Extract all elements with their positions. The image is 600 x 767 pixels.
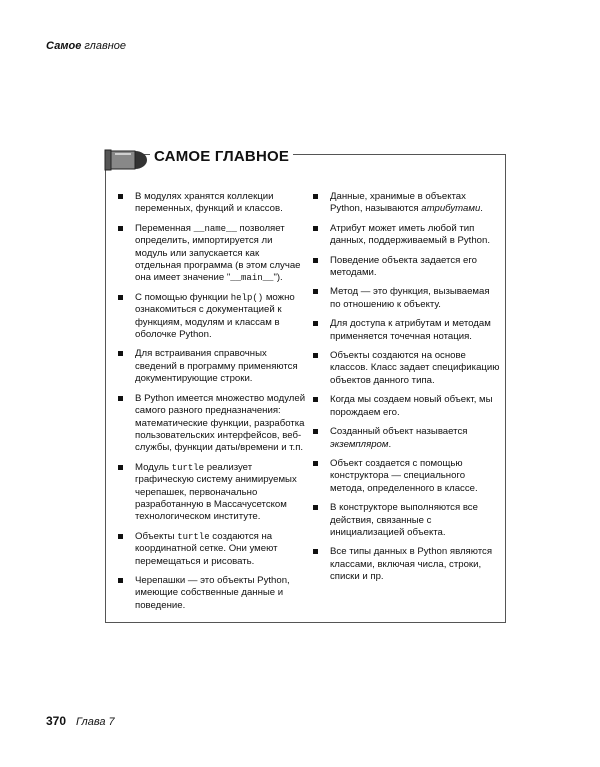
list-item-text: Атрибут может иметь любой тип данных, поддерживаемый в Python. — [330, 222, 490, 247]
list-item-text: Объект создается с помощью конструктора — специального метода, определенного в классе. — [330, 457, 478, 494]
list-item-text: Объекты — [135, 530, 178, 542]
bullet-square-icon — [313, 226, 318, 231]
list-item-text: В Python имеется множество модулей самого разного предназначения: математические функции, разработка пользовательских интерфейсов, веб-службы, функции даты/времени и т.п. — [135, 392, 306, 454]
list-item — [311, 223, 501, 248]
list-item-text: __main__ — [230, 273, 274, 284]
bullet-square-icon — [313, 461, 318, 466]
summary-box-title-area — [95, 140, 515, 176]
list-item — [116, 462, 306, 524]
bullet-square-icon — [118, 194, 123, 199]
bullet-square-icon — [118, 396, 123, 401]
bullet-square-icon — [313, 549, 318, 554]
list-item — [311, 286, 501, 311]
list-item — [311, 546, 501, 583]
page-footer — [46, 714, 115, 728]
page-number: 370 — [46, 714, 67, 728]
bullet-square-icon — [118, 351, 123, 356]
list-item — [311, 191, 501, 216]
list-item-text: Модуль — [135, 461, 172, 473]
list-item — [116, 575, 306, 612]
header-rest: главное — [84, 40, 127, 52]
list-item-text: С помощью функции — [135, 291, 231, 303]
bullet-square-icon — [118, 465, 123, 470]
list-item-text: атрибутами — [421, 203, 481, 215]
list-item — [116, 348, 306, 385]
bullet-square-icon — [313, 194, 318, 199]
bullet-square-icon — [118, 226, 123, 231]
list-item-text: __name__ — [193, 223, 237, 234]
list-item-text: В модулях хранятся коллекции переменных, функций и классов. — [135, 191, 283, 215]
list-item-text: Метод — это функция, вызываемая по отношению к объекту. — [330, 286, 490, 310]
list-item — [311, 318, 501, 343]
list-item-text: turtle — [177, 531, 210, 542]
bullet-square-icon — [118, 534, 123, 539]
bullet-square-icon — [313, 289, 318, 294]
list-item-text: создаются на координатной сетке. Они умеют перемещаться и рисовать. — [135, 530, 278, 567]
list-item-text: Черепашки — это объекты Python, имеющие собственные данные и поведение. — [135, 574, 290, 611]
chapter-label: Глава 7 — [76, 716, 115, 728]
list-item-text: Данные, хранимые в объектах Python, называются — [330, 191, 466, 215]
list-item-text: . — [480, 203, 483, 215]
running-header — [46, 40, 126, 52]
list-item-text: реализует графическую систему анимируемых черепашек, первоначально разработанную в Массачусетском технологическом институте. — [135, 461, 297, 523]
bullet-square-icon — [118, 295, 123, 300]
list-item-text: позволяет определить, импортируется ли модуль или запускается как отдельная программа (в этом случае она имеет значение " — [135, 222, 301, 284]
bullet-square-icon — [313, 429, 318, 434]
list-item-text: В конструкторе выполняются все действия, связанные с инициализацией объекта. — [330, 502, 478, 538]
list-item-text: Все типы данных в Python являются классами, включая числа, строки, списки и пр. — [330, 546, 493, 583]
bullet-square-icon — [313, 397, 318, 402]
list-item — [116, 191, 306, 216]
list-item — [311, 502, 501, 539]
list-item-text: turtle — [171, 462, 205, 473]
bullet-square-icon — [313, 353, 318, 358]
list-item — [311, 426, 501, 451]
list-item-text: Созданный объект называется — [330, 426, 468, 438]
list-item — [116, 531, 306, 568]
list-item — [116, 393, 306, 455]
list-item — [311, 255, 501, 280]
list-item-text: Объекты создаются на основе классов. Класс задает спецификацию объектов данного типа. — [330, 350, 500, 386]
bullet-square-icon — [313, 321, 318, 326]
list-item-text: экземпляром — [330, 438, 389, 450]
list-item — [116, 223, 306, 285]
bullet-square-icon — [118, 578, 123, 583]
bullet-square-icon — [313, 505, 318, 510]
list-item-text: Когда мы создаем новый объект, мы порождаем его. — [330, 394, 493, 418]
list-item — [311, 458, 501, 495]
list-item-text: Поведение объекта задается его методами. — [330, 254, 477, 279]
list-item-text: Для встраивания справочных сведений в программу применяются документирующие строки. — [135, 348, 298, 385]
list-item-text: Переменная — [135, 222, 194, 234]
header-bold: Самое — [46, 40, 82, 52]
right-column — [311, 191, 501, 591]
list-item — [311, 394, 501, 419]
bullet-square-icon — [313, 258, 318, 263]
list-item-text: можно ознакомиться с документацией к функциям, модулям и классам в оболочке Python. — [135, 291, 295, 341]
list-item — [116, 292, 306, 342]
summary-box-title: САМОЕ ГЛАВНОЕ — [150, 148, 293, 165]
left-column — [116, 191, 306, 619]
list-item-text: . — [388, 438, 392, 450]
list-item-text: "). — [273, 272, 283, 284]
bullet-icon — [95, 140, 151, 176]
list-item-text: help() — [230, 292, 264, 303]
list-item-text: Для доступа к атрибутам и методам применяется точечная нотация. — [330, 318, 491, 342]
list-item — [311, 350, 501, 387]
